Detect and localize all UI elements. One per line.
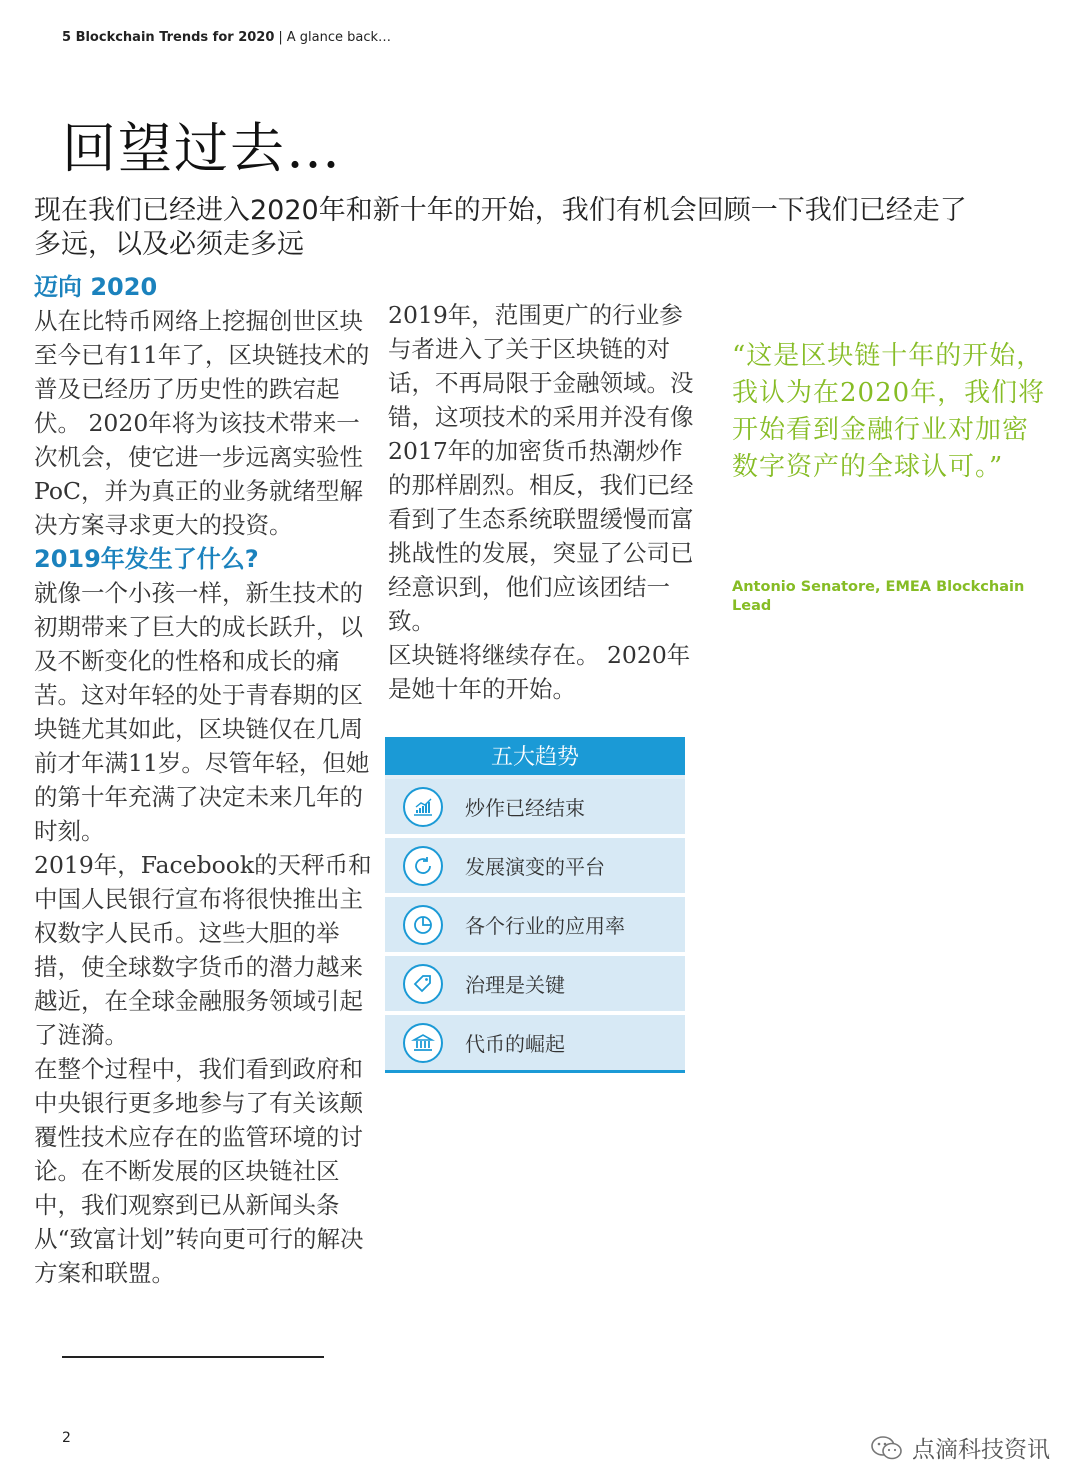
header-separator: | [278,30,283,45]
watermark-text: 点滴科技资讯 [912,1437,1050,1463]
trend-label: 代币的崛起 [465,1032,565,1056]
trend-item [385,1015,685,1073]
page-subtitle: 现在我们已经进入2020年和新十年的开始，我们有机会回顾一下我们已经走了多远，以及必须走多远 [34,195,967,260]
trend-label: 治理是关键 [465,973,565,997]
paragraph: 从在比特币网络上挖掘创世区块至今已有11年了，区块链技术的普及已经历了历史性的跌宕起伏。 2020年将为该技术带来一次机会，使它进一步远离实验性PoC，并为真正的业务就绪型解决方案寻求更大的投资。 [34,307,370,539]
growth-chart-icon [403,787,443,827]
quote-attribution: Antonio Senatore, EMEA Blockchain Lead [732,579,1025,614]
paragraph: 在整个过程中，我们看到政府和中央银行更多地参与了有关该颠覆性技术应存在的监管环境的讨论。在不断发展的区块链社区中，我们观察到已从新闻头条从“致富计划”转向更可行的解决方案和联盟。 [34,1055,364,1287]
section-heading-2020: 迈向 2020 [34,273,158,301]
bank-icon [403,1023,443,1063]
pull-quote: “这是区块链十年的开始，我认为在2020年，我们将开始看到金融行业对加密数字资产的全球认可。” [732,341,1046,482]
footnote-divider [62,1356,324,1358]
refresh-cycle-icon [403,846,443,886]
text-column-middle [388,298,700,706]
text-column-left [34,270,376,1290]
page-number: 2 [62,1430,71,1446]
tag-icon [403,964,443,1004]
section-heading-2019: 2019年发生了什么? [34,545,259,573]
paragraph: 就像一个小孩一样，新生技术的初期带来了巨大的成长跃升，以及不断变化的性格和成长的痛苦。这对年轻的处于青春期的区块链尤其如此，区块链仅在几周前才年满11岁。尽管年轻，但她的第十年充满了决定未来几年的时刻。 [34,579,370,845]
trend-label: 发展演变的平台 [465,855,605,879]
trend-item [385,779,685,838]
trend-item [385,956,685,1015]
five-trends-box [385,737,685,1073]
pie-chart-icon [403,905,443,945]
running-header [62,30,391,45]
trend-item [385,838,685,897]
paragraph: 2019年，Facebook的天秤币和中国人民银行宣布将很快推出主权数字人民币。这些大胆的举措，使全球数字货币的潜力越来越近，在全球金融服务领域引起了涟漪。 [34,851,372,1049]
trends-heading: 五大趋势 [385,737,685,779]
header-title: 5 Blockchain Trends for 2020 [62,30,275,45]
paragraph: 2019年，范围更广的行业参与者进入了关于区块链的对话，不再局限于金融领域。没错，这项技术的采用并没有像2017年的加密货币热潮炒作的那样剧烈。相反，我们已经看到了生态系统联盟缓慢而富挑战性的发展，突显了公司已经意识到，他们应该团结一致。 [388,301,694,635]
page-title: 回望过去… [62,117,342,180]
trend-item [385,897,685,956]
header-subtitle: A glance back… [286,30,392,45]
trend-label: 各个行业的应用率 [465,914,625,938]
watermark [870,1431,1050,1464]
paragraph: 区块链将继续存在。 2020年是她十年的开始。 [388,641,691,703]
wechat-icon [870,1434,904,1462]
trend-label: 炒作已经结束 [465,796,585,820]
